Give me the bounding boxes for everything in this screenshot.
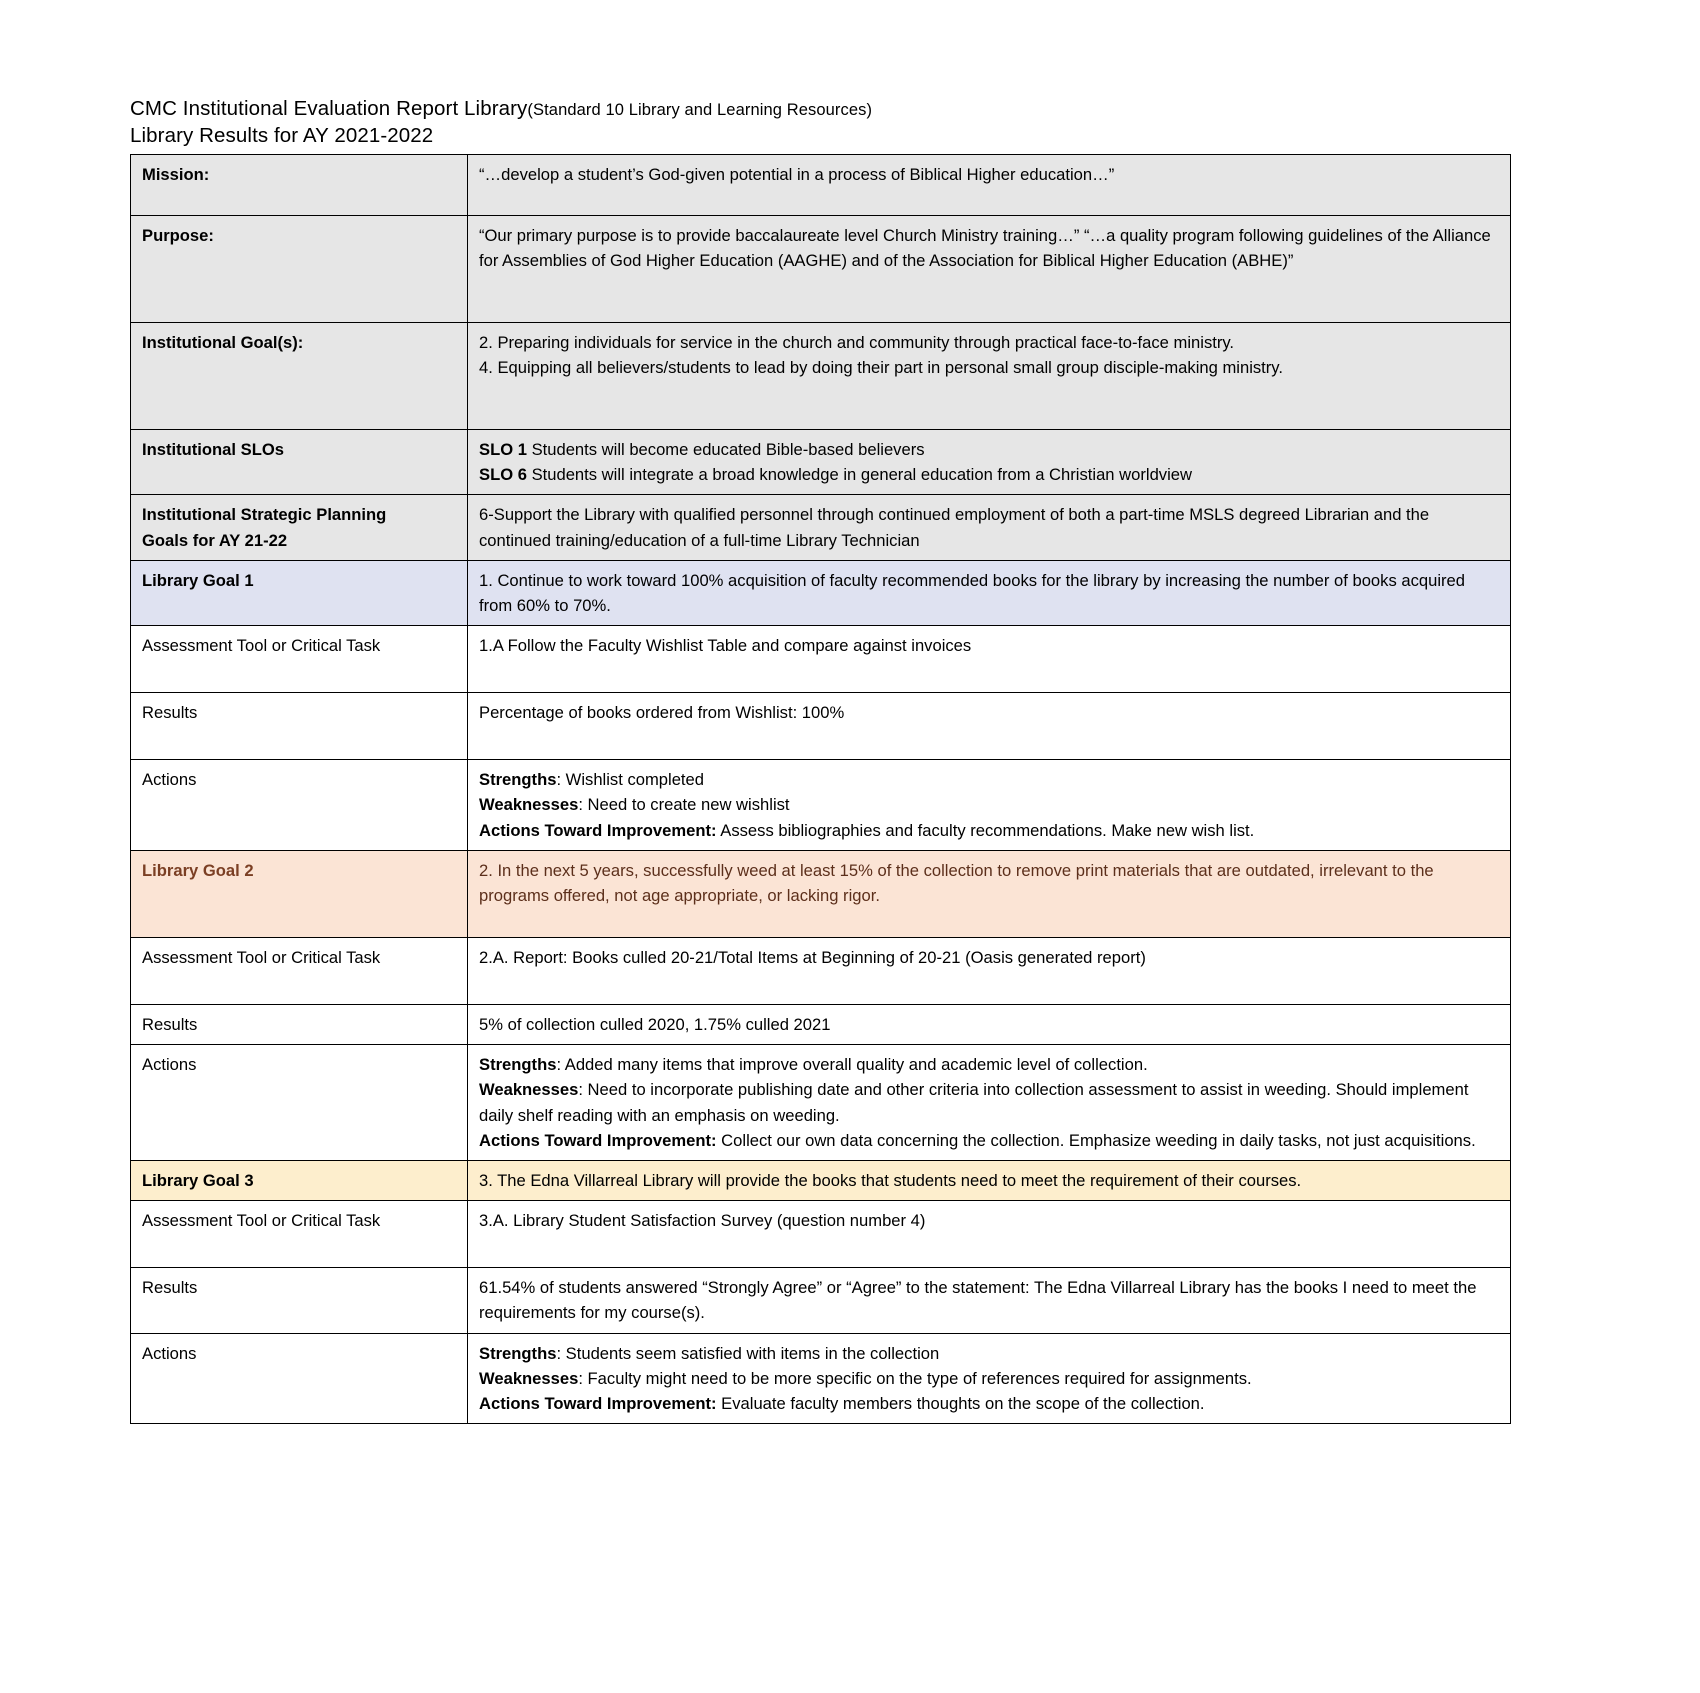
table-row-strategic-planning — [131, 495, 1511, 560]
row-content-goal1-results: Percentage of books ordered from Wishlist: 100% — [468, 693, 1511, 760]
goal3-strengths-line — [479, 1341, 1501, 1366]
row-content-goal3-assessment-tool: 3.A. Library Student Satisfaction Survey (question number 4) — [468, 1201, 1511, 1268]
row-label-mission: Mission: — [131, 154, 468, 215]
goal1-weaknesses-tag: Weaknesses — [479, 795, 579, 815]
goal3-weaknesses-text: : Faculty might need to be more specific on the type of references required for assignments. — [578, 1368, 1252, 1388]
table-row-mission — [131, 154, 1511, 215]
goal3-strengths-text: : Students seem satisfied with items in the collection — [556, 1343, 940, 1363]
table-row-goal3-assessment-tool — [131, 1201, 1511, 1268]
row-label-goal1-results: Results — [131, 693, 468, 760]
table-row-library-goal-1 — [131, 560, 1511, 625]
goal2-weaknesses-line — [479, 1077, 1501, 1127]
goal2-strengths-tag: Strengths — [479, 1055, 557, 1075]
row-label-goal1-assessment-tool: Assessment Tool or Critical Task — [131, 626, 468, 693]
goal3-strengths-tag: Strengths — [479, 1343, 557, 1363]
row-content-purpose: “Our primary purpose is to provide baccalaureate level Church Ministry training…” “…a quality program following guidelines of the Alliance for Assemblies of God Higher Education (AAGHE) and of the Association for Biblical Higher Education (ABHE)” — [468, 215, 1511, 322]
row-content-goal1-actions — [468, 760, 1511, 851]
row-content-library-goal-1: 1. Continue to work toward 100% acquisition of faculty recommended books for the library by increasing the number of books acquired from 60% to 70%. — [468, 560, 1511, 625]
row-content-goal2-assessment-tool: 2.A. Report: Books culled 20-21/Total Items at Beginning of 20-21 (Oasis generated report) — [468, 937, 1511, 1004]
row-label-institutional-slos: Institutional SLOs — [131, 429, 468, 494]
row-content-institutional-goals — [468, 322, 1511, 429]
slo-6-text: Students will integrate a broad knowledge in general education from a Christian worldview — [526, 465, 1192, 485]
goal1-strengths-line — [479, 767, 1501, 792]
row-content-institutional-slos — [468, 429, 1511, 494]
row-label-goal3-results: Results — [131, 1268, 468, 1333]
document-title-parenthetical: (Standard 10 Library and Learning Resources) — [527, 101, 873, 119]
table-row-library-goal-3 — [131, 1161, 1511, 1201]
row-label-purpose: Purpose: — [131, 215, 468, 322]
goal2-improvement-text: Collect our own data concerning the collection. Emphasize weeding in daily tasks, not just acquisitions. — [716, 1130, 1476, 1150]
institutional-goal-4: 4. Equipping all believers/students to lead by doing their part in personal small group disciple-making ministry. — [479, 358, 1283, 378]
goal1-improvement-text: Assess bibliographies and faculty recommendations. Make new wish list. — [716, 820, 1255, 840]
table-row-goal1-actions — [131, 760, 1511, 851]
row-content-mission: “…develop a student’s God-given potential in a process of Biblical Higher education…” — [468, 154, 1511, 215]
table-row-library-goal-2 — [131, 850, 1511, 937]
slo-6-line — [479, 462, 1501, 487]
goal3-improvement-line — [479, 1391, 1501, 1416]
goal1-weaknesses-text: : Need to create new wishlist — [578, 795, 790, 815]
slo-1-line — [479, 437, 1501, 462]
goal2-strengths-line — [479, 1052, 1501, 1077]
goal1-strengths-text: : Wishlist completed — [556, 770, 704, 790]
goal1-improvement-tag: Actions Toward Improvement: — [479, 820, 717, 840]
row-content-goal3-results: 61.54% of students answered “Strongly Agree” or “Agree” to the statement: The Edna Villarreal Library has the books I need to meet the requirements for my course(s). — [468, 1268, 1511, 1333]
goal1-weaknesses-line — [479, 792, 1501, 817]
row-label-goal2-results: Results — [131, 1004, 468, 1044]
institutional-goal-2: 2. Preparing individuals for service in the church and community through practical face-to-face ministry. — [479, 332, 1235, 352]
row-content-library-goal-2: 2. In the next 5 years, successfully weed at least 15% of the collection to remove print materials that are outdated, irrelevant to the programs offered, not age appropriate, or lacking rigor. — [468, 850, 1511, 937]
row-label-goal3-actions: Actions — [131, 1333, 468, 1424]
table-row-goal2-results — [131, 1004, 1511, 1044]
goal3-improvement-tag: Actions Toward Improvement: — [479, 1394, 717, 1414]
row-content-library-goal-3: 3. The Edna Villarreal Library will provide the books that students need to meet the requirement of their courses. — [468, 1161, 1511, 1201]
table-row-goal1-assessment-tool — [131, 626, 1511, 693]
table-row-purpose — [131, 215, 1511, 322]
table-row-goal3-results — [131, 1268, 1511, 1333]
library-results-table — [130, 154, 1511, 1424]
slo-1-tag: SLO 1 — [479, 439, 527, 459]
row-label-goal3-assessment-tool: Assessment Tool or Critical Task — [131, 1201, 468, 1268]
strategic-planning-label-line2: Goals for AY 21-22 — [142, 530, 288, 550]
goal3-weaknesses-tag: Weaknesses — [479, 1368, 579, 1388]
goal2-improvement-tag: Actions Toward Improvement: — [479, 1130, 717, 1150]
table-row-goal2-actions — [131, 1045, 1511, 1161]
row-label-goal1-actions: Actions — [131, 760, 468, 851]
goal3-weaknesses-line — [479, 1366, 1501, 1391]
row-label-library-goal-1: Library Goal 1 — [131, 560, 468, 625]
document-title — [130, 95, 1700, 122]
table-row-institutional-slos — [131, 429, 1511, 494]
document-title-main: CMC Institutional Evaluation Report Library — [130, 97, 528, 120]
row-label-strategic-planning — [131, 495, 468, 560]
goal1-strengths-tag: Strengths — [479, 770, 557, 790]
goal2-weaknesses-tag: Weaknesses — [479, 1080, 579, 1100]
row-label-library-goal-2: Library Goal 2 — [131, 850, 468, 937]
goal3-improvement-text: Evaluate faculty members thoughts on the scope of the collection. — [716, 1394, 1205, 1414]
goal1-improvement-line — [479, 818, 1501, 843]
row-content-goal2-results: 5% of collection culled 2020, 1.75% culled 2021 — [468, 1004, 1511, 1044]
goal2-strengths-text: : Added many items that improve overall quality and academic level of collection. — [556, 1055, 1148, 1075]
row-content-goal1-assessment-tool: 1.A Follow the Faculty Wishlist Table and compare against invoices — [468, 626, 1511, 693]
row-content-goal2-actions — [468, 1045, 1511, 1161]
document-subtitle: Library Results for AY 2021-2022 — [130, 124, 434, 148]
row-label-goal2-assessment-tool: Assessment Tool or Critical Task — [131, 937, 468, 1004]
row-content-goal3-actions — [468, 1333, 1511, 1424]
goal2-improvement-line — [479, 1128, 1501, 1153]
strategic-planning-label-line1: Institutional Strategic Planning — [142, 505, 387, 525]
slo-6-tag: SLO 6 — [479, 465, 527, 485]
row-label-goal2-actions: Actions — [131, 1045, 468, 1161]
row-label-institutional-goals: Institutional Goal(s): — [131, 322, 468, 429]
table-row-goal2-assessment-tool — [131, 937, 1511, 1004]
row-label-library-goal-3: Library Goal 3 — [131, 1161, 468, 1201]
table-row-goal1-results — [131, 693, 1511, 760]
goal2-weaknesses-text: : Need to incorporate publishing date and other criteria into collection assessment to assist in weeding. Should implement daily shelf reading with an emphasis on weeding. — [479, 1080, 1469, 1125]
row-content-strategic-planning: 6-Support the Library with qualified personnel through continued employment of both a part-time MSLS degreed Librarian and the continued training/education of a full-time Library Technician — [468, 495, 1511, 560]
table-row-goal3-actions — [131, 1333, 1511, 1424]
table-row-institutional-goals — [131, 322, 1511, 429]
slo-1-text: Students will become educated Bible-based believers — [526, 439, 925, 459]
